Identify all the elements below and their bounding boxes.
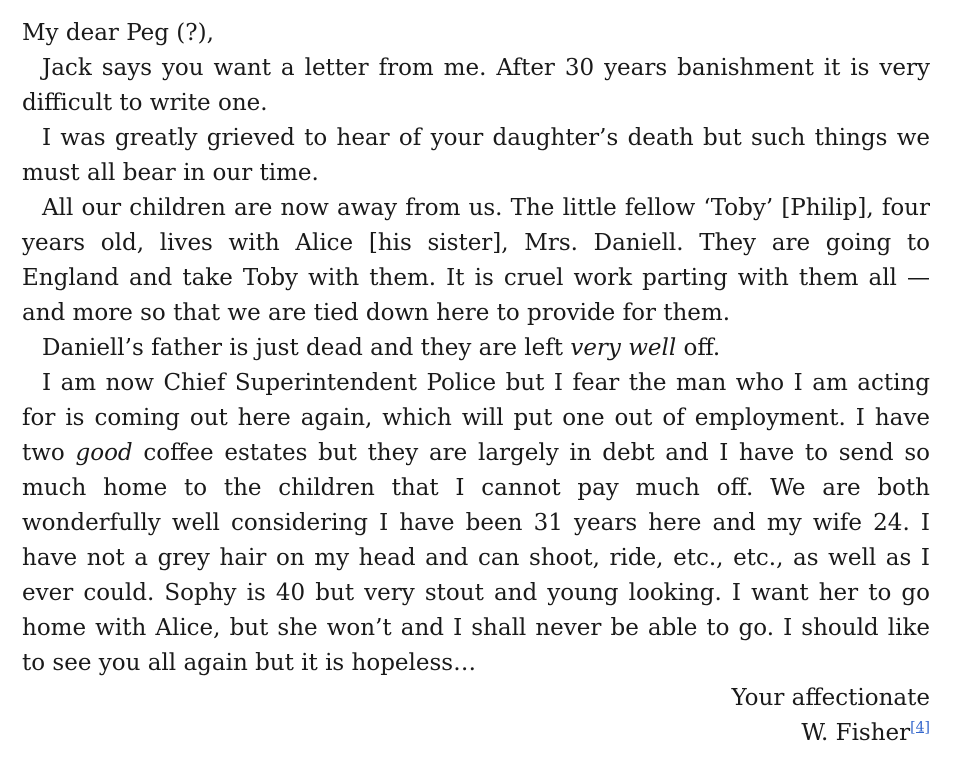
paragraph-5-emphasis: good bbox=[75, 440, 133, 466]
salutation: My dear Peg (?), bbox=[22, 20, 214, 46]
footnote-link[interactable]: [4] bbox=[910, 719, 930, 736]
paragraph-1: Jack says you want a letter from me. After 30 years banishment it is very difficult to write one. bbox=[22, 55, 930, 116]
paragraph-5 bbox=[22, 366, 930, 681]
paragraph-5-text-before: I am now Chief Superintendent Police but I fear the man who I am acting for is coming out here again, which will put one out of employment. I have two bbox=[22, 370, 930, 466]
paragraph-3: All our children are now away from us. The little fellow ‘Toby’ [Philip], four years old, lives with Alice [his sister], Mrs. Daniell. They are going to England and take Toby with them. It is cruel work parting with them all — and more so that we are tied down here to provide for them. bbox=[22, 195, 930, 326]
paragraph-4-text-after: off. bbox=[676, 335, 721, 361]
letter-body bbox=[22, 16, 930, 751]
signature: W. Fisher bbox=[801, 720, 911, 746]
paragraph-4-emphasis: very well bbox=[570, 335, 677, 361]
paragraph-2: I was greatly grieved to hear of your daughter’s death but such things we must all bear in our time. bbox=[22, 125, 930, 186]
paragraph-4 bbox=[22, 331, 930, 366]
paragraph-5-text-after: coffee estates but they are largely in debt and I have to send so much home to the children that I cannot pay much off. We are both wonderfully well considering I have been 31 years here and my wife 24. I have not a grey hair on my head and can shoot, ride, etc., etc., as well as I ever could. Sophy is 40 but very stout and young looking. I want her to go home with Alice, but she won’t and I shall never be able to go. I should like to see you all again but it is hopeless… bbox=[22, 440, 930, 676]
paragraph-4-text-before: Daniell’s father is just dead and they are left bbox=[42, 335, 571, 361]
signature-line bbox=[22, 716, 930, 751]
closing: Your affectionate bbox=[731, 685, 930, 711]
